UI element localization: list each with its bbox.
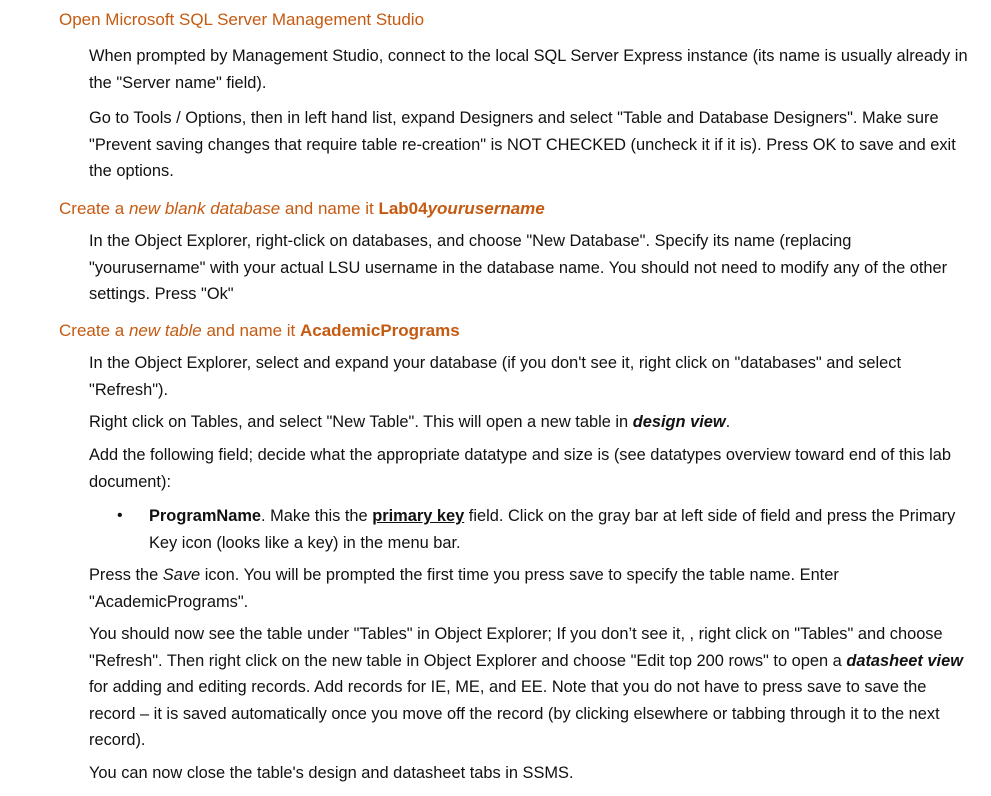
heading-create-table-bold: AcademicPrograms xyxy=(300,321,460,340)
heading-create-table-em: new table xyxy=(128,321,202,340)
paragraph-press-save-post: icon. You will be prompted the first time you press save to specify the table name. Enter "AcademicPrograms". xyxy=(89,566,839,611)
paragraph-add-field: Add the following field; decide what the appropriate datatype and size is (see datatypes overview toward end of this lab document): xyxy=(89,446,951,491)
list-item-rest: field. Click on the gray bar at left side of field and press the Primary Key icon (looks like a key) in the menu bar. xyxy=(149,507,956,552)
paragraph-new-database: In the Object Explorer, right-click on databases, and choose "New Database". Specify its name (replacing "yourusername" with your actual LSU username in the database name. You should not need to modify any of the other settings. Press "Ok" xyxy=(89,232,948,303)
design-view-term: design view xyxy=(632,413,726,431)
paragraph-datasheet-view xyxy=(89,621,969,754)
datasheet-view-term: datasheet view xyxy=(846,651,963,670)
paragraph-new-table-pre: Right click on Tables, and select "New Table". This will open a new table in xyxy=(89,413,633,431)
paragraph-datasheet-pre: You should now see the table under "Tables" in Object Explorer; If you don’t see it, , right click on "Tables" and choose "Refresh". Then right click on the new table in Object Explorer and choose "Edit top 200 rows" to open a xyxy=(89,625,943,670)
paragraph-close-tabs: You can now close the table's design and datasheet tabs in SSMS. xyxy=(89,764,574,782)
heading-create-database-em: new blank database xyxy=(128,199,281,218)
list-item-mid: . Make this the xyxy=(261,507,373,525)
primary-key-term: primary key xyxy=(372,507,465,525)
list-item-programname xyxy=(117,503,967,556)
paragraph-new-table-post: . xyxy=(725,413,731,431)
heading-create-table xyxy=(59,320,460,342)
heading-create-database-bold: Lab04 xyxy=(378,199,428,218)
bullet-icon: • xyxy=(117,507,123,524)
paragraph-expand-database: In the Object Explorer, select and expand your database (if you don't see it, right click on "databases" and select "Refresh"). xyxy=(89,354,902,399)
heading-create-database-mid: and name it xyxy=(280,199,379,218)
paragraph-tools-options: Go to Tools / Options, then in left hand list, expand Designers and select "Table and Database Designers". Make sure "Prevent saving changes that require table re-creation" is NOT CHECKED (uncheck it if it is). Press OK to save and exit the options. xyxy=(89,109,956,180)
paragraph-datasheet-post: for adding and editing records. Add records for IE, ME, and EE. Note that you do not have to press save to save the record – it is saved automatically once you move off the record (by clicking elsewhere or tabbing through it to the next record). xyxy=(89,678,940,749)
heading-create-table-mid: and name it xyxy=(201,321,300,340)
paragraph-press-save xyxy=(89,562,969,615)
heading-open-ssms-text: Open Microsoft SQL Server Management Studio xyxy=(59,10,425,29)
list-item-text xyxy=(149,503,964,556)
heading-open-ssms xyxy=(59,9,424,31)
paragraph-new-table xyxy=(89,409,969,436)
paragraph-press-save-pre: Press the xyxy=(89,566,163,584)
heading-create-database xyxy=(59,198,545,220)
paragraph-connect-instance: When prompted by Management Studio, connect to the local SQL Server Express instance (its name is usually already in the "Server name" field). xyxy=(89,47,968,92)
heading-create-table-pre: Create a xyxy=(59,321,129,340)
field-name-programname: ProgramName xyxy=(149,507,262,525)
heading-create-database-pre: Create a xyxy=(59,199,129,218)
heading-create-database-bold-em xyxy=(428,199,545,218)
save-term: Save xyxy=(162,566,201,584)
heading-create-database-bold-em-text: yourusername xyxy=(427,199,545,218)
